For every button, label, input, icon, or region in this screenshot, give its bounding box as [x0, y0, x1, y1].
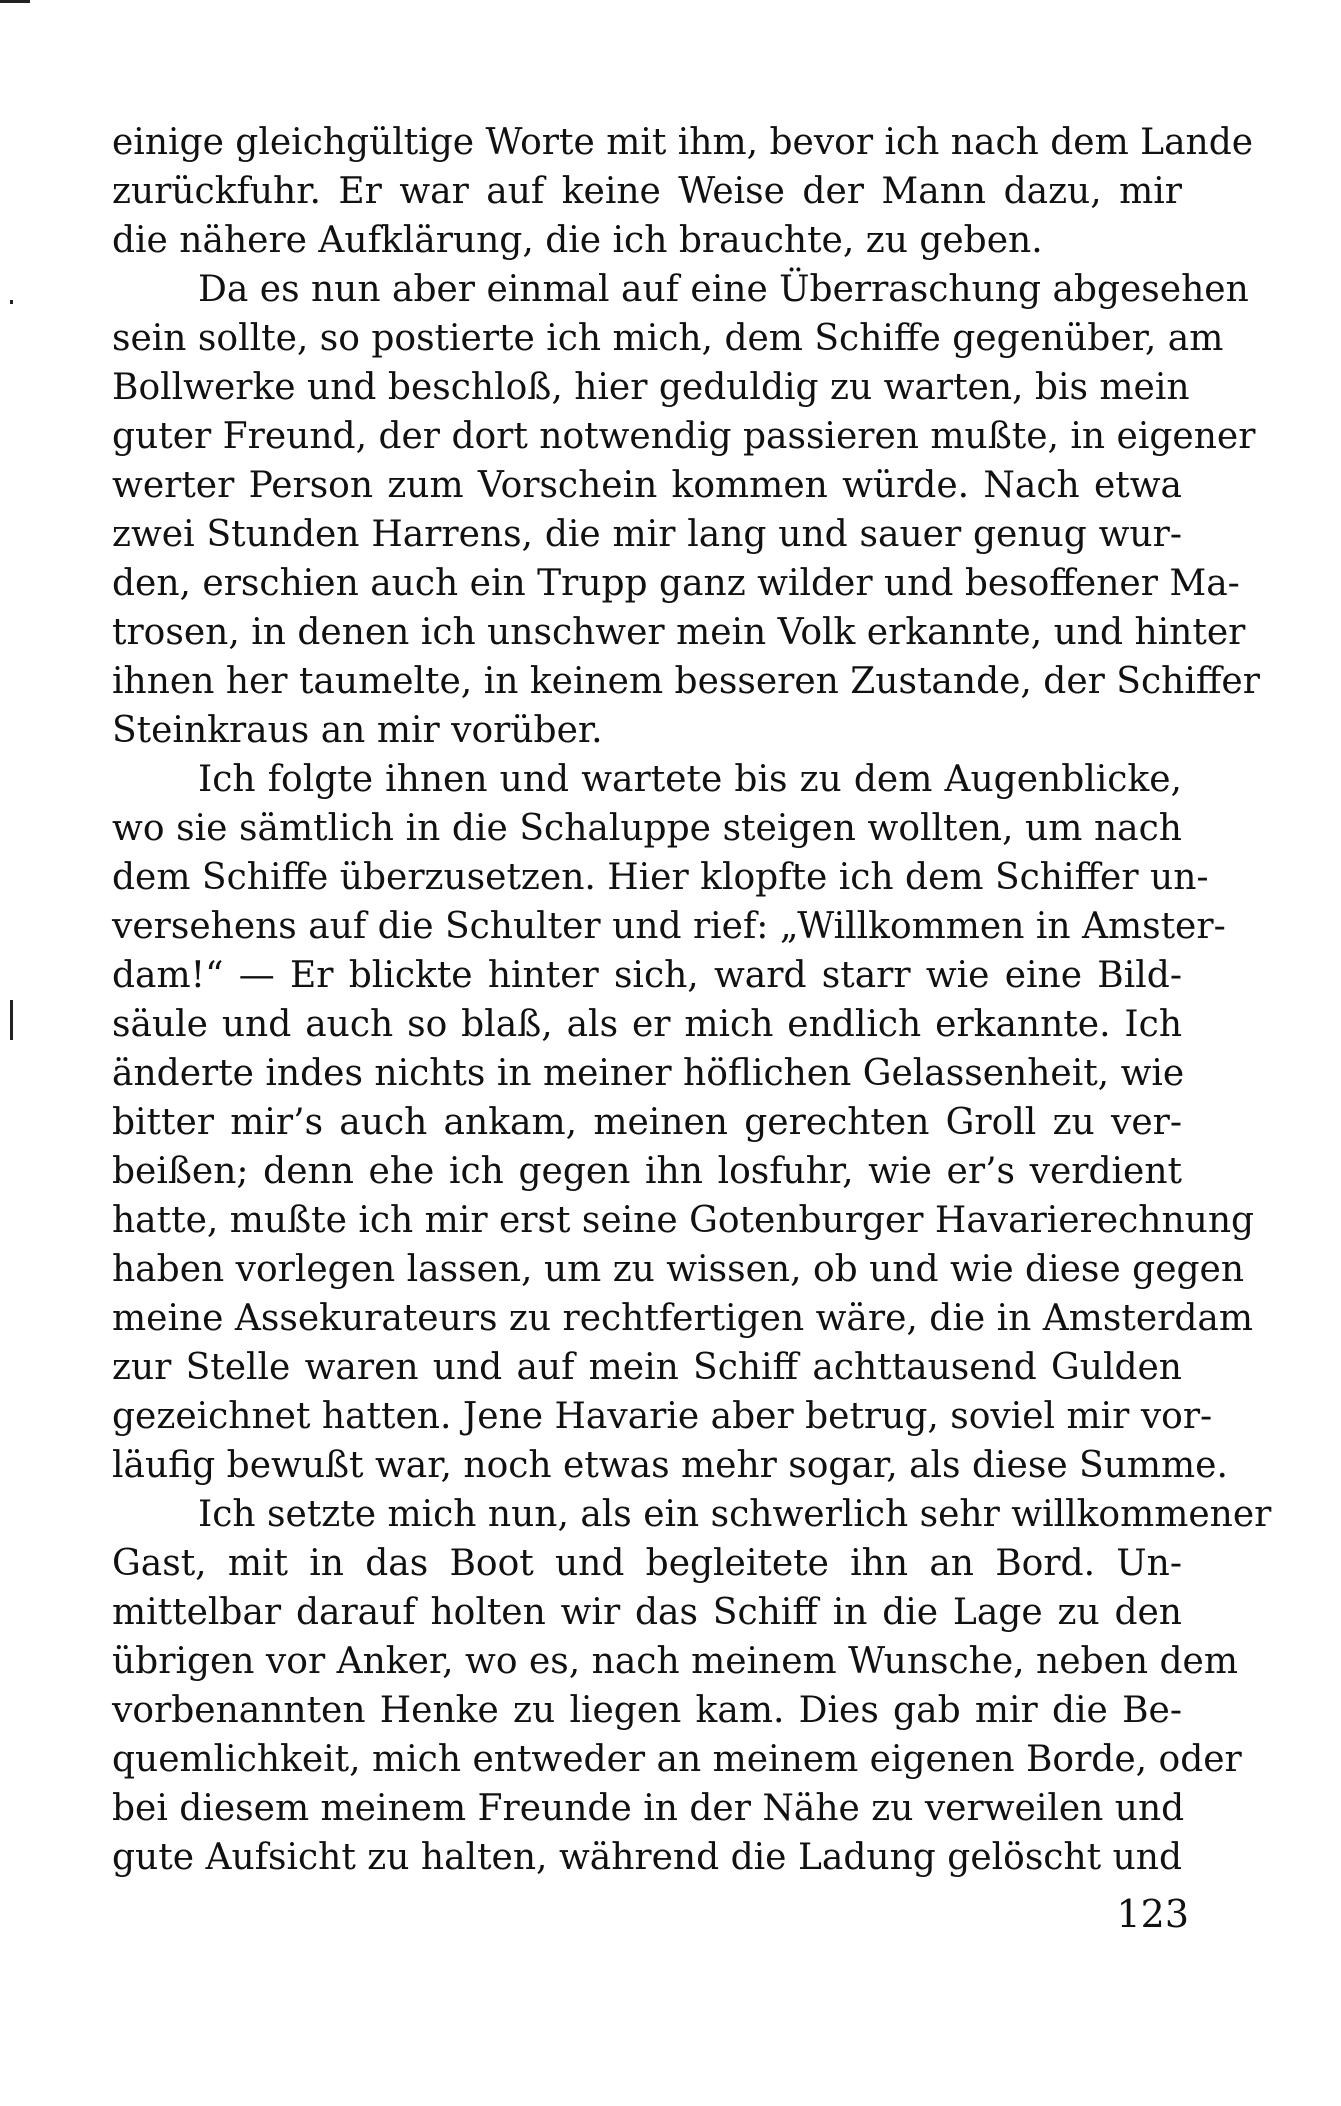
text-line: zurückfuhr. Er war auf keine Weise der Mann dazu, mir: [112, 171, 1182, 212]
text-line: beißen; denn ehe ich gegen ihn losfuhr, wie er’s verdient: [112, 1151, 1182, 1192]
text-line: Ich setzte mich nun, als ein schwerlich sehr willkommener: [198, 1494, 1272, 1535]
scan-corner-mark: [0, 0, 30, 3]
scan-margin-mark: [10, 300, 13, 304]
text-line: die nähere Aufklärung, die ich brauchte, zu geben.: [112, 220, 1043, 261]
text-line: versehens auf die Schulter und rief: „Willkommen in Amster-: [112, 906, 1226, 947]
text-line: haben vorlegen lassen, um zu wissen, ob und wie diese gegen: [112, 1249, 1245, 1290]
text-line: dam!“ — Er blickte hinter sich, ward starr wie eine Bild-: [112, 955, 1182, 996]
text-line: ihnen her taumelte, in keinem besseren Zustande, der Schiffer: [112, 661, 1260, 702]
page-number: 123: [1116, 1892, 1189, 1936]
text-line: quemlichkeit, mich entweder an meinem eigenen Borde, oder: [112, 1739, 1242, 1780]
text-line: einige gleichgültige Worte mit ihm, bevor ich nach dem Lande: [112, 122, 1254, 163]
text-line: bitter mir’s auch ankam, meinen gerechten Groll zu ver-: [112, 1102, 1182, 1143]
text-line: meine Assekurateurs zu rechtfertigen wäre, die in Amsterdam: [112, 1298, 1253, 1339]
text-line: gute Aufsicht zu halten, während die Ladung gelöscht und: [112, 1837, 1182, 1878]
text-line: zwei Stunden Harrens, die mir lang und sauer genug wur-: [112, 514, 1182, 555]
text-line: den, erschien auch ein Trupp ganz wilder und besoffener Ma-: [112, 563, 1240, 604]
text-line: vorbenannten Henke zu liegen kam. Dies gab mir die Be-: [112, 1690, 1182, 1731]
text-line: säule und auch so blaß, als er mich endlich erkannte. Ich: [112, 1004, 1182, 1045]
text-line: gezeichnet hatten. Jene Havarie aber betrug, soviel mir vor-: [112, 1396, 1213, 1437]
text-line: dem Schiffe überzusetzen. Hier klopfte ich dem Schiffer un-: [112, 857, 1209, 898]
text-line: hatte, mußte ich mir erst seine Gotenburger Havarierechnung: [112, 1200, 1255, 1241]
text-line: sein sollte, so postierte ich mich, dem Schiffe gegenüber, am: [112, 318, 1224, 359]
text-line: Gast, mit in das Boot und begleitete ihn an Bord. Un-: [112, 1543, 1182, 1584]
text-line: läufig bewußt war, noch etwas mehr sogar, als diese Summe.: [112, 1445, 1228, 1486]
text-line: änderte indes nichts in meiner höflichen Gelassenheit, wie: [112, 1053, 1185, 1094]
text-line: mittelbar darauf holten wir das Schiff in die Lage zu den: [112, 1592, 1182, 1633]
scan-margin-mark: [10, 1000, 13, 1040]
text-line: Ich folgte ihnen und wartete bis zu dem Augenblicke,: [198, 759, 1182, 800]
text-line: übrigen vor Anker, wo es, nach meinem Wunsche, neben dem: [112, 1641, 1238, 1682]
text-line: wo sie sämtlich in die Schaluppe steigen wollten, um nach: [112, 808, 1182, 849]
text-line: bei diesem meinem Freunde in der Nähe zu verweilen und: [112, 1788, 1185, 1829]
page-body-text: [112, 118, 1272, 1882]
text-line: werter Person zum Vorschein kommen würde. Nach etwa: [112, 465, 1182, 506]
text-line: zur Stelle waren und auf mein Schiff achttausend Gulden: [112, 1347, 1182, 1388]
text-line: guter Freund, der dort notwendig passieren mußte, in eigener: [112, 416, 1256, 457]
text-line: trosen, in denen ich unschwer mein Volk erkannte, und hinter: [112, 612, 1246, 653]
text-line: Da es nun aber einmal auf eine Überraschung abgesehen: [198, 269, 1249, 310]
text-line: Steinkraus an mir vorüber.: [112, 710, 603, 751]
text-line: Bollwerke und beschloß, hier geduldig zu warten, bis mein: [112, 367, 1190, 408]
